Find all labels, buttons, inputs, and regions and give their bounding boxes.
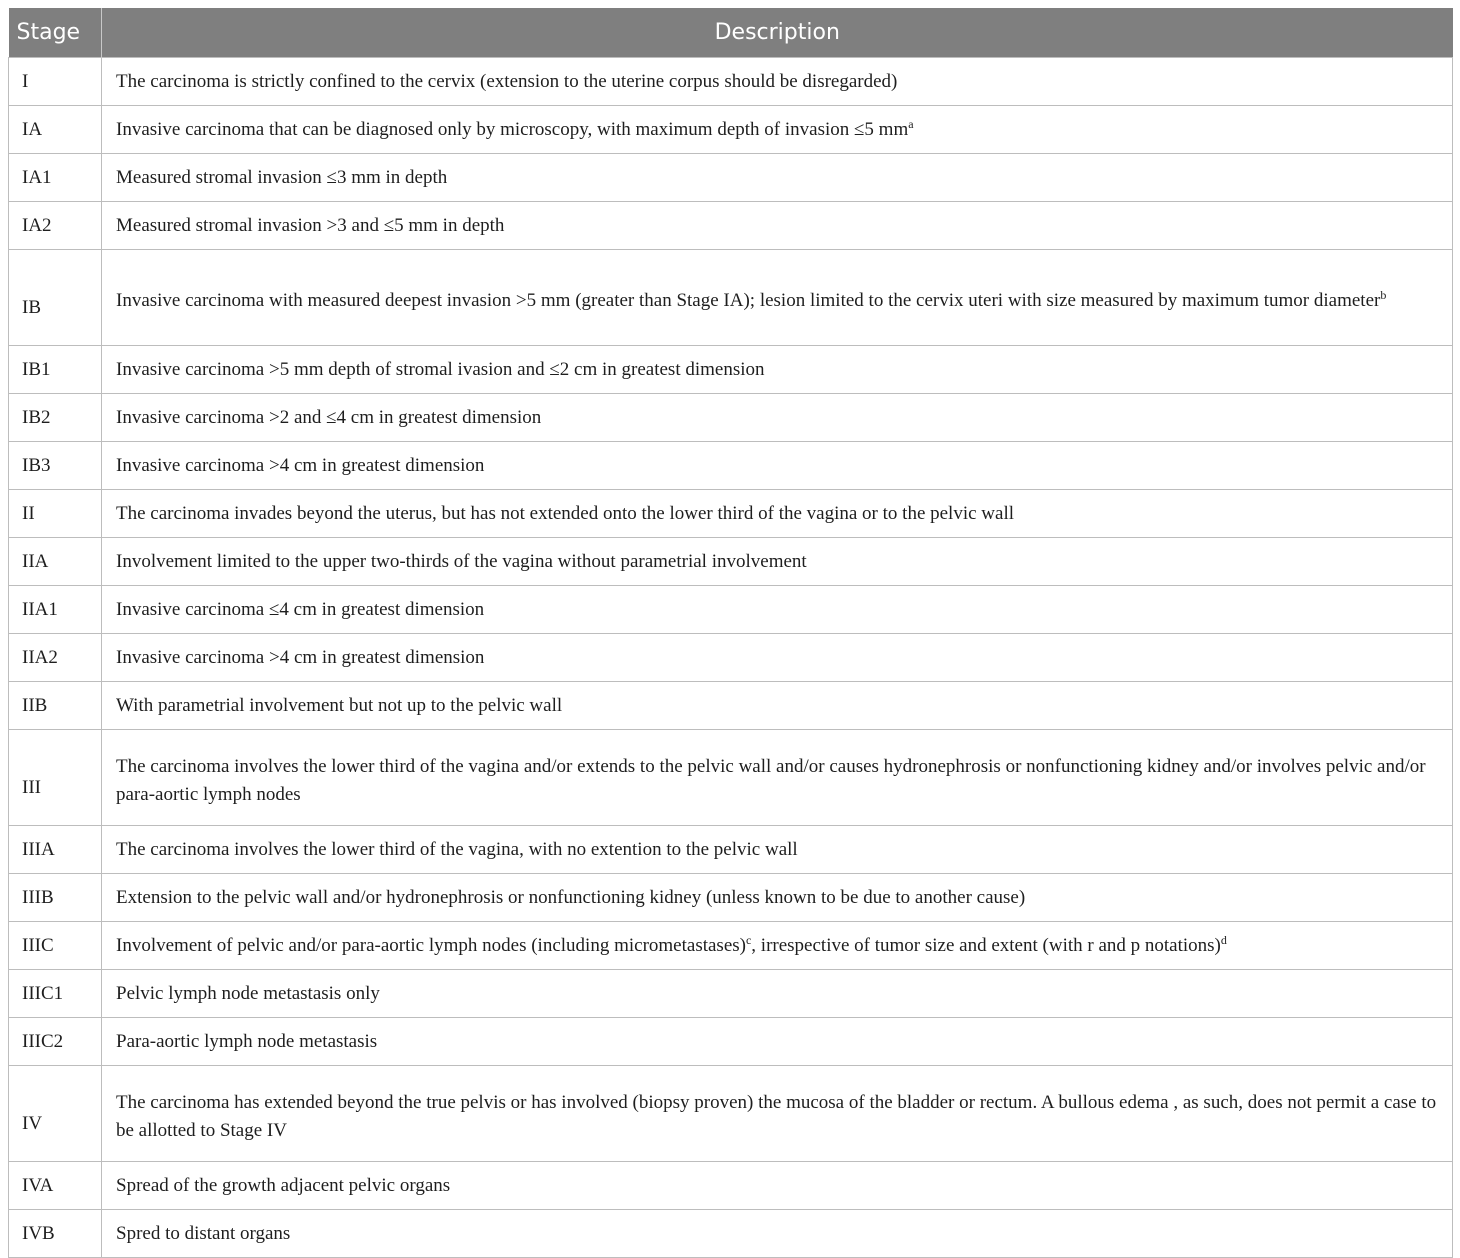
- table-row: [9, 922, 1453, 970]
- table-row: [9, 538, 1453, 586]
- description-text: Invasive carcinoma ≤4 cm in greatest dimension: [116, 598, 485, 620]
- description-text: Invasive carcinoma >2 and ≤4 cm in greatest dimension: [116, 406, 542, 428]
- description-cell: [102, 682, 1453, 730]
- table-row: [9, 202, 1453, 250]
- description-cell: [102, 202, 1453, 250]
- table-row: [9, 58, 1453, 106]
- description-text: Invasive carcinoma >5 mm depth of stromal ivasion and ≤2 cm in greatest dimension: [116, 358, 765, 380]
- table-header-row: [9, 8, 1453, 58]
- table-row: [9, 490, 1453, 538]
- description-cell: [102, 730, 1453, 826]
- description-cell: [102, 586, 1453, 634]
- description-cell: [102, 106, 1453, 154]
- description-text: Extension to the pelvic wall and/or hydronephrosis or nonfunctioning kidney (unless known to be due to another cause): [116, 886, 1026, 908]
- stage-cell: III: [9, 730, 102, 826]
- table-row: [9, 1162, 1453, 1210]
- description-text: Measured stromal invasion ≤3 mm in depth: [116, 166, 448, 188]
- description-text: The carcinoma invades beyond the uterus, but has not extended onto the lower third of the vagina or to the pelvic wall: [116, 502, 1015, 524]
- description-cell: [102, 490, 1453, 538]
- table-row: [9, 970, 1453, 1018]
- stage-cell: IB3: [9, 442, 102, 490]
- stage-cell: IIA1: [9, 586, 102, 634]
- description-column-header: Description: [102, 8, 1453, 58]
- description-cell: [102, 826, 1453, 874]
- stage-cell: IIA2: [9, 634, 102, 682]
- footnote-marker: c: [745, 932, 752, 947]
- description-text: Spred to distant organs: [116, 1222, 291, 1244]
- description-cell: [102, 346, 1453, 394]
- table-row: [9, 1210, 1453, 1258]
- table-row: [9, 346, 1453, 394]
- table-row: [9, 154, 1453, 202]
- description-cell: [102, 1066, 1453, 1162]
- description-cell: [102, 634, 1453, 682]
- table-row: [9, 1018, 1453, 1066]
- description-cell: [102, 154, 1453, 202]
- table-row: [9, 826, 1453, 874]
- stage-cell: IIIC: [9, 922, 102, 970]
- table-row: [9, 1066, 1453, 1162]
- staging-table: [8, 8, 1453, 1258]
- stage-cell: IIIB: [9, 874, 102, 922]
- table-row: [9, 250, 1453, 346]
- description-text: Invasive carcinoma >4 cm in greatest dimension: [116, 646, 485, 668]
- stage-cell: IA2: [9, 202, 102, 250]
- table-row: [9, 586, 1453, 634]
- description-text: Involvement limited to the upper two-thirds of the vagina without parametrial involvement: [116, 550, 807, 572]
- description-cell: [102, 1018, 1453, 1066]
- description-text: Measured stromal invasion >3 and ≤5 mm in depth: [116, 214, 505, 236]
- description-cell: [102, 874, 1453, 922]
- description-text: The carcinoma has extended beyond the true pelvis or has involved (biopsy proven) the mucosa of the bladder or rectum. A bullous edema , as such, does not permit a case to be allotted to Stage IV: [116, 1091, 1437, 1141]
- description-cell: [102, 1162, 1453, 1210]
- table-row: [9, 874, 1453, 922]
- description-text: Invasive carcinoma >4 cm in greatest dimension: [116, 454, 485, 476]
- description-cell: [102, 538, 1453, 586]
- stage-cell: IVA: [9, 1162, 102, 1210]
- description-cell: [102, 970, 1453, 1018]
- table-row: [9, 442, 1453, 490]
- stage-column-header: Stage: [9, 8, 102, 58]
- stage-cell: IIIC2: [9, 1018, 102, 1066]
- description-text: The carcinoma involves the lower third of the vagina and/or extends to the pelvic wall and/or causes hydronephrosis or nonfunctioning kidney and/or involves pelvic and/or para-aortic lymph nodes: [116, 755, 1426, 805]
- stage-cell: IV: [9, 1066, 102, 1162]
- footnote-marker: a: [908, 116, 914, 131]
- stage-cell: IB1: [9, 346, 102, 394]
- stage-cell: II: [9, 490, 102, 538]
- table-row: [9, 682, 1453, 730]
- description-cell: [102, 442, 1453, 490]
- description-text: The carcinoma involves the lower third of the vagina, with no extention to the pelvic wall: [116, 838, 798, 860]
- description-text: Pelvic lymph node metastasis only: [116, 982, 380, 1004]
- description-cell: [102, 394, 1453, 442]
- description-text: With parametrial involvement but not up to the pelvic wall: [116, 694, 563, 716]
- table-row: [9, 394, 1453, 442]
- description-cell: [102, 250, 1453, 346]
- description-text-tail: , irrespective of tumor size and extent (with r and p notations): [751, 934, 1221, 956]
- stage-cell: IB: [9, 250, 102, 346]
- stage-cell: IIB: [9, 682, 102, 730]
- description-cell: [102, 1210, 1453, 1258]
- table-row: [9, 730, 1453, 826]
- stage-cell: IVB: [9, 1210, 102, 1258]
- stage-cell: IIIA: [9, 826, 102, 874]
- stage-cell: IIIC1: [9, 970, 102, 1018]
- stage-cell: IB2: [9, 394, 102, 442]
- description-text: The carcinoma is strictly confined to the cervix (extension to the uterine corpus should be disregarded): [116, 70, 898, 92]
- stage-cell: IIA: [9, 538, 102, 586]
- description-text: Para-aortic lymph node metastasis: [116, 1030, 378, 1052]
- footnote-marker: b: [1380, 287, 1387, 302]
- stage-cell: IA1: [9, 154, 102, 202]
- footnote-marker: d: [1220, 932, 1227, 947]
- stage-cell: IA: [9, 106, 102, 154]
- description-text: Invasive carcinoma that can be diagnosed only by microscopy, with maximum depth of invasion ≤5 mm: [116, 118, 909, 140]
- stage-cell: I: [9, 58, 102, 106]
- description-text: Involvement of pelvic and/or para-aortic lymph nodes (including micrometastases): [116, 934, 746, 956]
- description-cell: [102, 922, 1453, 970]
- table-row: [9, 634, 1453, 682]
- description-cell: [102, 58, 1453, 106]
- description-text: Invasive carcinoma with measured deepest invasion >5 mm (greater than Stage IA); lesion limited to the cervix uteri with size measured by maximum tumor diameter: [116, 289, 1381, 311]
- description-text: Spread of the growth adjacent pelvic organs: [116, 1174, 451, 1196]
- table-row: [9, 106, 1453, 154]
